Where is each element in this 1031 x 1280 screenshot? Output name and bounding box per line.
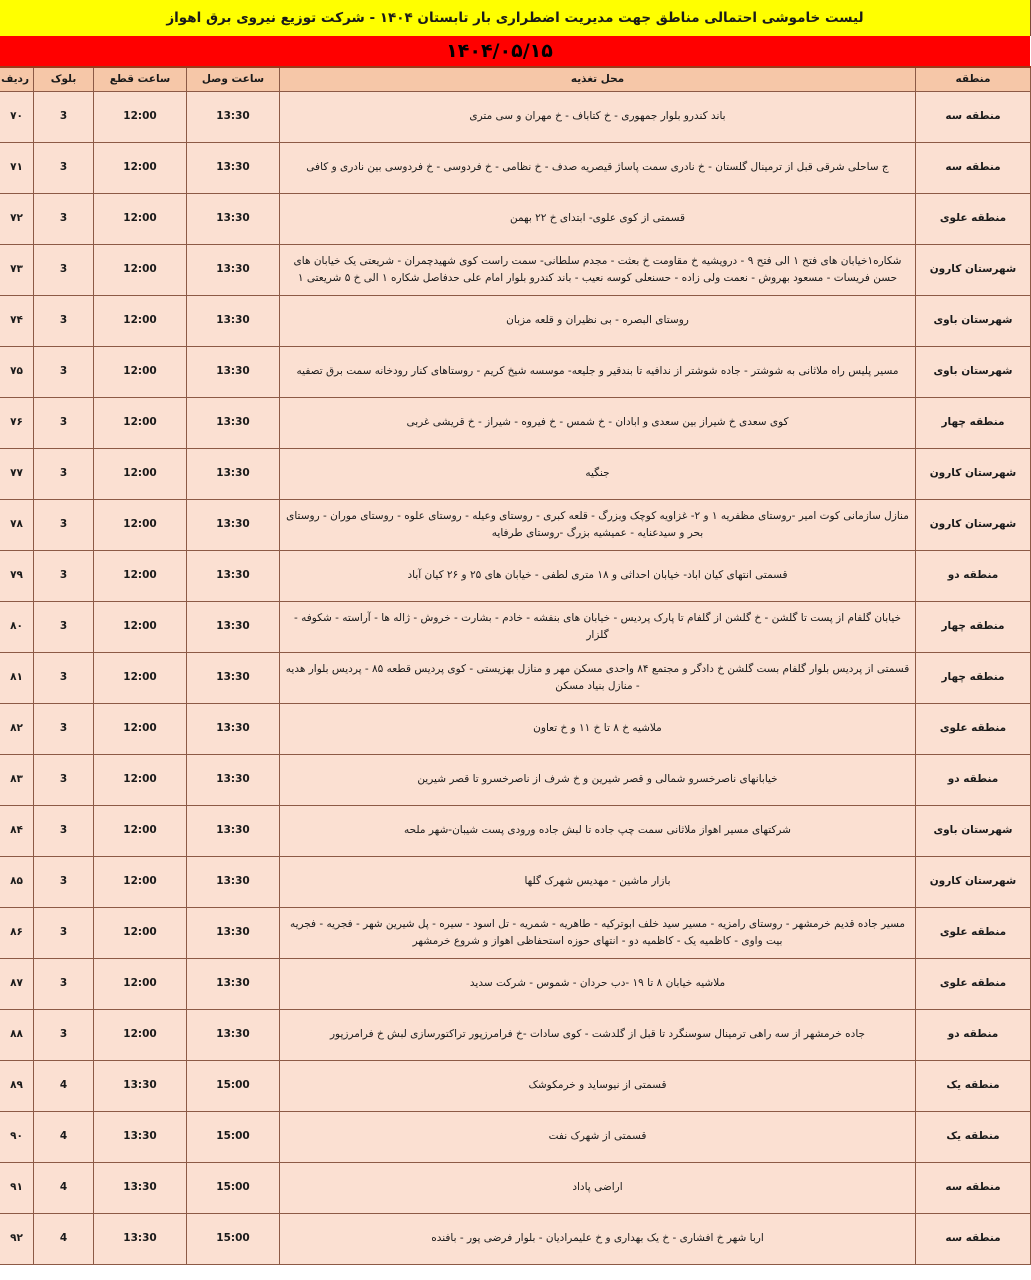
cell-cut: 12:00 xyxy=(94,346,187,397)
cell-restore: 13:30 xyxy=(187,244,280,295)
cell-feed: روستای البصره - بی نظیران و قلعه مزبان xyxy=(280,295,916,346)
column-header-zone: منطقه xyxy=(916,67,1031,91)
column-header-cut: ساعت قطع xyxy=(94,67,187,91)
cell-block: 3 xyxy=(34,907,94,958)
cell-block: 3 xyxy=(34,193,94,244)
cell-cut: 12:00 xyxy=(94,193,187,244)
cell-cut: 13:30 xyxy=(94,1111,187,1162)
table-row xyxy=(0,1162,1031,1213)
cell-restore: 13:30 xyxy=(187,856,280,907)
table-row xyxy=(0,193,1031,244)
table-row xyxy=(0,1111,1031,1162)
cell-cut: 12:00 xyxy=(94,142,187,193)
table-row xyxy=(0,754,1031,805)
cell-radif: ۷۶ xyxy=(0,397,34,448)
cell-cut: 12:00 xyxy=(94,958,187,1009)
cell-cut: 12:00 xyxy=(94,856,187,907)
cell-radif: ۷۹ xyxy=(0,550,34,601)
cell-cut: 13:30 xyxy=(94,1060,187,1111)
date-banner-main xyxy=(0,36,999,66)
cell-block: 3 xyxy=(34,856,94,907)
cell-restore: 13:30 xyxy=(187,754,280,805)
cell-cut: 12:00 xyxy=(94,754,187,805)
cell-feed: ج ساحلی شرقی قبل از ترمینال گلستان - خ نادری سمت پاساژ قیصریه صدف - خ نظامی - خ فردوسی - خ فردوسی بین نادری و کافی xyxy=(280,142,916,193)
cell-block: 4 xyxy=(34,1060,94,1111)
table-row xyxy=(0,142,1031,193)
cell-zone: شهرستان باوی xyxy=(916,346,1031,397)
cell-restore: 13:30 xyxy=(187,499,280,550)
cell-restore: 13:30 xyxy=(187,448,280,499)
cell-feed: جنگیه xyxy=(280,448,916,499)
cell-restore: 13:30 xyxy=(187,193,280,244)
cell-zone: منطقه سه xyxy=(916,142,1031,193)
cell-zone: منطقه چهار xyxy=(916,652,1031,703)
cell-block: 3 xyxy=(34,805,94,856)
cell-block: 3 xyxy=(34,499,94,550)
cell-feed: بازار ماشین - مهدیس شهرک گلها xyxy=(280,856,916,907)
cell-cut: 12:00 xyxy=(94,1009,187,1060)
cell-zone: منطقه علوی xyxy=(916,958,1031,1009)
cell-feed: ملاشیه خیابان ۸ تا ۱۹ -دب حردان - شموس - شرکت سدید xyxy=(280,958,916,1009)
table-row xyxy=(0,1213,1031,1264)
cell-zone: منطقه علوی xyxy=(916,703,1031,754)
cell-block: 3 xyxy=(34,958,94,1009)
cell-cut: 12:00 xyxy=(94,907,187,958)
cell-feed: جاده خرمشهر از سه راهی ترمینال سوسنگرد تا قبل از گلدشت - کوی سادات -خ فرامرزپور تراکتورسازی لبش خ فرامرزپور xyxy=(280,1009,916,1060)
table-row xyxy=(0,907,1031,958)
cell-zone: منطقه یک xyxy=(916,1060,1031,1111)
cell-radif: ۸۹ xyxy=(0,1060,34,1111)
cell-radif: ۸۲ xyxy=(0,703,34,754)
cell-zone: منطقه دو xyxy=(916,754,1031,805)
cell-block: 3 xyxy=(34,703,94,754)
cell-radif: ۸۱ xyxy=(0,652,34,703)
cell-zone: منطقه دو xyxy=(916,1009,1031,1060)
cell-radif: ۷۴ xyxy=(0,295,34,346)
cell-cut: 12:00 xyxy=(94,652,187,703)
page-title: لیست خاموشی احتمالی مناطق جهت مدیریت اضطراری بار تابستان ۱۴۰۴ - شرکت توزیع نیروی برق اهواز xyxy=(166,10,864,26)
cell-block: 3 xyxy=(34,754,94,805)
cell-zone: منطقه سه xyxy=(916,91,1031,142)
column-header-restore: ساعت وصل xyxy=(187,67,280,91)
cell-radif: ۷۲ xyxy=(0,193,34,244)
table-row xyxy=(0,397,1031,448)
cell-zone: منطقه چهار xyxy=(916,397,1031,448)
table-header xyxy=(0,67,1031,91)
date-banner xyxy=(0,36,1031,66)
cell-radif: ۸۷ xyxy=(0,958,34,1009)
cell-cut: 12:00 xyxy=(94,295,187,346)
cell-radif: ۹۲ xyxy=(0,1213,34,1264)
cell-block: 3 xyxy=(34,91,94,142)
cell-restore: 13:30 xyxy=(187,1009,280,1060)
cell-feed: شکاره۱خیابان های فتح ۱ الی فتح ۹ - درویشیه خ مقاومت خ بعثت - مجدم سلطانی- سمت راست کوی شهیدچمران - شریعتی یک خیابان های حسن فریسات - مسعود بهروش - نعمت ولی زاده - حسنعلی کوسه نعیب - باند کندرو بلوار امام علی حدفاصل شکاره ۱ الی خ ۵ شریعتی ۱ xyxy=(280,244,916,295)
cell-block: 3 xyxy=(34,1009,94,1060)
cell-feed: منازل سازمانی کوت امیر -روستای مظفریه ۱ و ۲- غزاویه کوچک وبزرگ - قلعه کبری - روستای وعیله - روستای علوه - روستای موران - روستای بحر و سیدعنایه - عمیشیه بزرگ -روستای طرفایه xyxy=(280,499,916,550)
cell-zone: منطقه علوی xyxy=(916,907,1031,958)
cell-feed: شرکتهای مسیر اهواز ملاثانی سمت چپ جاده تا لبش جاده ورودی پست شیبان-شهر ملحه xyxy=(280,805,916,856)
cell-restore: 13:30 xyxy=(187,346,280,397)
cell-cut: 13:30 xyxy=(94,1213,187,1264)
column-header-feed: محل تغذیه xyxy=(280,67,916,91)
cell-restore: 13:30 xyxy=(187,703,280,754)
cell-restore: 13:30 xyxy=(187,142,280,193)
cell-restore: 13:30 xyxy=(187,907,280,958)
outage-table xyxy=(0,66,1031,1265)
table-body xyxy=(0,91,1031,1264)
date-banner-endcap xyxy=(999,36,1031,66)
cell-zone: شهرستان کارون xyxy=(916,244,1031,295)
cell-feed: کوی سعدی خ شیراز بین سعدی و ابادان - خ شمس - خ فیروه - شیراز - خ قریشی غربی xyxy=(280,397,916,448)
cell-radif: ۷۳ xyxy=(0,244,34,295)
cell-radif: ۷۸ xyxy=(0,499,34,550)
cell-zone: منطقه چهار xyxy=(916,601,1031,652)
table-row xyxy=(0,601,1031,652)
table-row xyxy=(0,652,1031,703)
cell-feed: قسمتی از پردیس بلوار گلفام بست گلشن خ دادگر و مجتمع ۸۴ واحدی مسکن مهر و منازل بهزیستی - کوی پردیس قطعه ۸۵ - پردیس بلوار هدیه - منازل بنیاد مسکن xyxy=(280,652,916,703)
column-header-block: بلوک xyxy=(34,67,94,91)
cell-block: 3 xyxy=(34,397,94,448)
cell-restore: 13:30 xyxy=(187,91,280,142)
cell-zone: شهرستان باوی xyxy=(916,805,1031,856)
table-row xyxy=(0,1009,1031,1060)
cell-restore: 15:00 xyxy=(187,1213,280,1264)
cell-radif: ۷۱ xyxy=(0,142,34,193)
cell-radif: ۸۴ xyxy=(0,805,34,856)
cell-block: 3 xyxy=(34,448,94,499)
cell-restore: 15:00 xyxy=(187,1162,280,1213)
table-row xyxy=(0,805,1031,856)
cell-zone: شهرستان باوی xyxy=(916,295,1031,346)
cell-block: 4 xyxy=(34,1162,94,1213)
cell-cut: 13:30 xyxy=(94,1162,187,1213)
cell-restore: 13:30 xyxy=(187,550,280,601)
table-row xyxy=(0,958,1031,1009)
cell-feed: ملاشیه خ ۸ تا خ ۱۱ و خ تعاون xyxy=(280,703,916,754)
cell-restore: 13:30 xyxy=(187,601,280,652)
table-row xyxy=(0,91,1031,142)
cell-feed: قسمتی انتهای کیان اباد- خیابان احداثی و ۱۸ متری لطفی - خیابان های ۲۵ و ۲۶ کیان آباد xyxy=(280,550,916,601)
cell-restore: 15:00 xyxy=(187,1060,280,1111)
cell-cut: 12:00 xyxy=(94,550,187,601)
cell-feed: اربا شهر خ افشاری - خ یک بهداری و خ علیمرادیان - بلوار فرضی پور - بافنده xyxy=(280,1213,916,1264)
table-row xyxy=(0,856,1031,907)
schedule-date: ۱۴۰۴/۰۵/۱۵ xyxy=(446,40,553,62)
table-row xyxy=(0,703,1031,754)
cell-zone: منطقه دو xyxy=(916,550,1031,601)
cell-restore: 13:30 xyxy=(187,397,280,448)
cell-cut: 12:00 xyxy=(94,244,187,295)
cell-block: 3 xyxy=(34,550,94,601)
cell-zone: منطقه یک xyxy=(916,1111,1031,1162)
cell-radif: ۸۸ xyxy=(0,1009,34,1060)
cell-restore: 15:00 xyxy=(187,1111,280,1162)
cell-cut: 12:00 xyxy=(94,703,187,754)
cell-zone: شهرستان کارون xyxy=(916,499,1031,550)
cell-zone: شهرستان کارون xyxy=(916,448,1031,499)
cell-block: 3 xyxy=(34,142,94,193)
cell-radif: ۹۱ xyxy=(0,1162,34,1213)
cell-cut: 12:00 xyxy=(94,499,187,550)
cell-feed: خیابانهای ناصرخسرو شمالی و قصر شیرین و خ شرف از ناصرخسرو تا قصر شیرین xyxy=(280,754,916,805)
cell-radif: ۸۵ xyxy=(0,856,34,907)
cell-feed: قسمتی از نیوساید و خرمکوشک xyxy=(280,1060,916,1111)
cell-zone: منطقه سه xyxy=(916,1213,1031,1264)
cell-feed: مسیر جاده قدیم خرمشهر - روستای رامزیه - مسیر سید خلف ابوترکیه - طاهریه - شمریه - تل اسود - سیره - پل شیرین شهر - فجریه - فجریه بیت واوی - کاظمیه یک - کاظمیه دو - انتهای حوزه استحفاظی اهواز و شروع خرمشهر xyxy=(280,907,916,958)
cell-feed: قسمتی از کوی علوی- ابتدای خ ۲۲ بهمن xyxy=(280,193,916,244)
table-row xyxy=(0,244,1031,295)
cell-radif: ۷۰ xyxy=(0,91,34,142)
cell-cut: 12:00 xyxy=(94,805,187,856)
table-row xyxy=(0,295,1031,346)
cell-radif: ۷۷ xyxy=(0,448,34,499)
cell-feed: خیابان گلفام از پست تا گلشن - خ گلشن از گلفام تا پارک پردیس - خیابان های بنفشه - خادم - بشارت - خروش - ژاله ها - آراسته - شکوفه - گلزار xyxy=(280,601,916,652)
table-row xyxy=(0,499,1031,550)
cell-cut: 12:00 xyxy=(94,601,187,652)
cell-feed: اراضی پاداد xyxy=(280,1162,916,1213)
cell-block: 3 xyxy=(34,244,94,295)
cell-radif: ۹۰ xyxy=(0,1111,34,1162)
cell-feed: قسمتی از شهرک نفت xyxy=(280,1111,916,1162)
title-banner xyxy=(0,0,1031,36)
cell-block: 3 xyxy=(34,346,94,397)
cell-zone: منطقه علوی xyxy=(916,193,1031,244)
column-header-radif: ردیف xyxy=(0,67,34,91)
cell-block: 3 xyxy=(34,601,94,652)
cell-radif: ۷۵ xyxy=(0,346,34,397)
table-row xyxy=(0,346,1031,397)
table-row xyxy=(0,550,1031,601)
cell-radif: ۸۶ xyxy=(0,907,34,958)
cell-block: 3 xyxy=(34,295,94,346)
cell-radif: ۸۰ xyxy=(0,601,34,652)
cell-block: 4 xyxy=(34,1111,94,1162)
cell-restore: 13:30 xyxy=(187,295,280,346)
cell-cut: 12:00 xyxy=(94,448,187,499)
table-row xyxy=(0,448,1031,499)
cell-restore: 13:30 xyxy=(187,652,280,703)
table-header-row xyxy=(0,67,1031,91)
cell-restore: 13:30 xyxy=(187,805,280,856)
cell-cut: 12:00 xyxy=(94,91,187,142)
cell-feed: باند کندرو بلوار جمهوری - خ کتاباف - خ مهران و سی متری xyxy=(280,91,916,142)
cell-zone: منطقه سه xyxy=(916,1162,1031,1213)
table-row xyxy=(0,1060,1031,1111)
cell-block: 3 xyxy=(34,652,94,703)
cell-feed: مسیر پلیس راه ملاثانی به شوشتر - جاده شوشتر از ندافیه تا بندقیر و جلیعه- موسسه شیخ کریم - روستاهای کنار رودخانه سمت برق تصفیه xyxy=(280,346,916,397)
cell-restore: 13:30 xyxy=(187,958,280,1009)
cell-radif: ۸۳ xyxy=(0,754,34,805)
cell-cut: 12:00 xyxy=(94,397,187,448)
cell-zone: شهرستان کارون xyxy=(916,856,1031,907)
cell-block: 4 xyxy=(34,1213,94,1264)
